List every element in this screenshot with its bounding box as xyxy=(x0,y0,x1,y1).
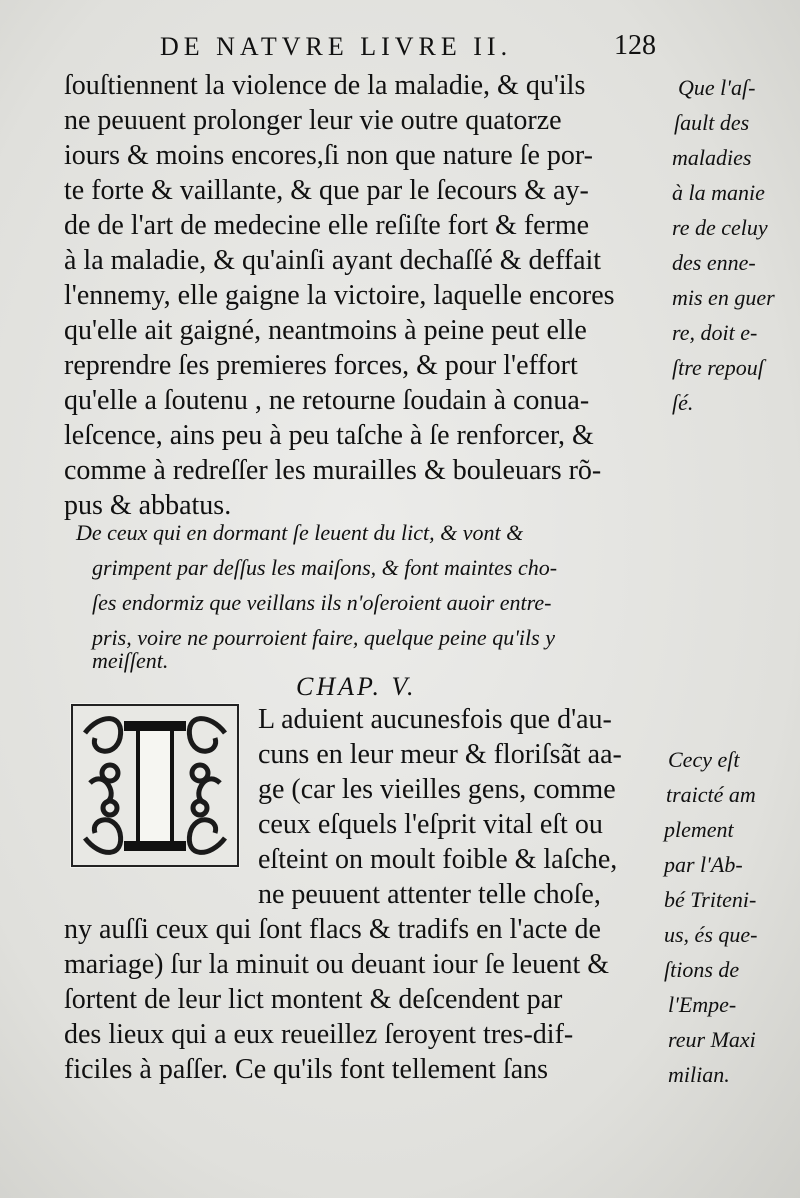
body-line: cuns en leur meur & floriſsãt aa- xyxy=(258,739,622,770)
margin-line: re de celuy xyxy=(672,215,768,240)
body-line: ſouſtiennent la violence de la maladie, & qu'ils xyxy=(64,70,586,101)
body-line: ſortent de leur lict montent & deſcendent par xyxy=(64,984,563,1015)
running-title: DE NATVRE LIVRE II. xyxy=(160,32,513,61)
body-line: ny auſſi ceux qui ſont flacs & tradifs en l'acte de xyxy=(64,914,601,945)
body-line: leſcence, ains peu à peu taſche à ſe renforcer, & xyxy=(64,420,594,451)
body-line: qu'elle a ſoutenu , ne retourne ſoudain à conua- xyxy=(64,385,590,416)
margin-line: ſtions de xyxy=(664,957,740,982)
margin-line: reur Maxi xyxy=(668,1027,756,1052)
chapter-heading: CHAP. V. xyxy=(296,672,417,701)
margin-line: milian. xyxy=(668,1062,730,1087)
margin-line: à la manie xyxy=(672,180,765,205)
body-line: te forte & vaillante, & que par le ſecours & ay- xyxy=(64,175,589,206)
margin-line: ſault des xyxy=(674,110,750,135)
page-number: 128 xyxy=(614,30,656,61)
body-line: ge (car les vieilles gens, comme xyxy=(258,774,616,805)
body-line: reprendre ſes premieres forces, & pour l'effort xyxy=(64,350,578,381)
body-line: pus & abbatus. xyxy=(64,490,232,521)
summary-line: grimpent par deſſus les maiſons, & font maintes cho- xyxy=(92,555,558,580)
body-line: ne peuuent attenter telle choſe, xyxy=(258,879,601,910)
summary-line: ſes endormiz que veillans ils n'oſeroient auoir entre- xyxy=(92,590,552,615)
summary-line: De ceux qui en dormant ſe leuent du lict, & vont & xyxy=(76,520,524,545)
body-line: L aduient aucunesfois que d'au- xyxy=(258,704,612,735)
margin-line: des enne- xyxy=(672,250,756,275)
body-line: ficiles à paſſer. Ce qu'ils font tellement ſans xyxy=(64,1054,549,1085)
margin-line: mis en guer xyxy=(672,285,775,310)
margin-line: Que l'aſ- xyxy=(678,75,756,100)
body-line: des lieux qui a eux reueillez ſeroyent tres-dif- xyxy=(64,1019,574,1050)
margin-line: traicté am xyxy=(666,782,756,807)
body-line: comme à redreſſer les murailles & bouleuars rõ- xyxy=(64,455,602,486)
body-line: eſteint on moult foible & laſche, xyxy=(258,844,618,875)
ornamental-initial-i-icon xyxy=(70,703,240,868)
summary-line: pris, voire ne pourroient faire, quelque peine qu'ils y xyxy=(92,625,555,650)
body-line: qu'elle ait gaigné, neantmoins à peine peut elle xyxy=(64,315,587,346)
body-line: ne peuuent prolonger leur vie outre quatorze xyxy=(64,105,562,136)
summary-line: meiſſent. xyxy=(92,648,169,673)
margin-line: plement xyxy=(664,817,734,842)
margin-line: bé Triteni- xyxy=(664,887,757,912)
margin-line: ſtre repouſ xyxy=(672,355,764,380)
body-line: mariage) ſur la minuit ou deuant iour ſe leuent & xyxy=(64,949,610,980)
margin-line: re, doit e- xyxy=(672,320,758,345)
body-line: iours & moins encores,ſi non que nature ſe por- xyxy=(64,140,593,171)
margin-line: ſé. xyxy=(672,390,694,415)
body-line: l'ennemy, elle gaigne la victoire, laquelle encores xyxy=(64,280,615,311)
margin-line: maladies xyxy=(672,145,752,170)
decorated-initial xyxy=(70,703,240,868)
margin-line: l'Empe- xyxy=(668,992,737,1017)
margin-line: par l'Ab- xyxy=(664,852,743,877)
body-line: ceux eſquels l'eſprit vital eſt ou xyxy=(258,809,603,840)
margin-line: us, és que- xyxy=(664,922,758,947)
margin-line: Cecy eſt xyxy=(668,747,740,772)
body-line: de de l'art de medecine elle reſiſte fort & ferme xyxy=(64,210,590,241)
body-line: à la maladie, & qu'ainſi ayant dechaſſé & deffait xyxy=(64,245,602,276)
